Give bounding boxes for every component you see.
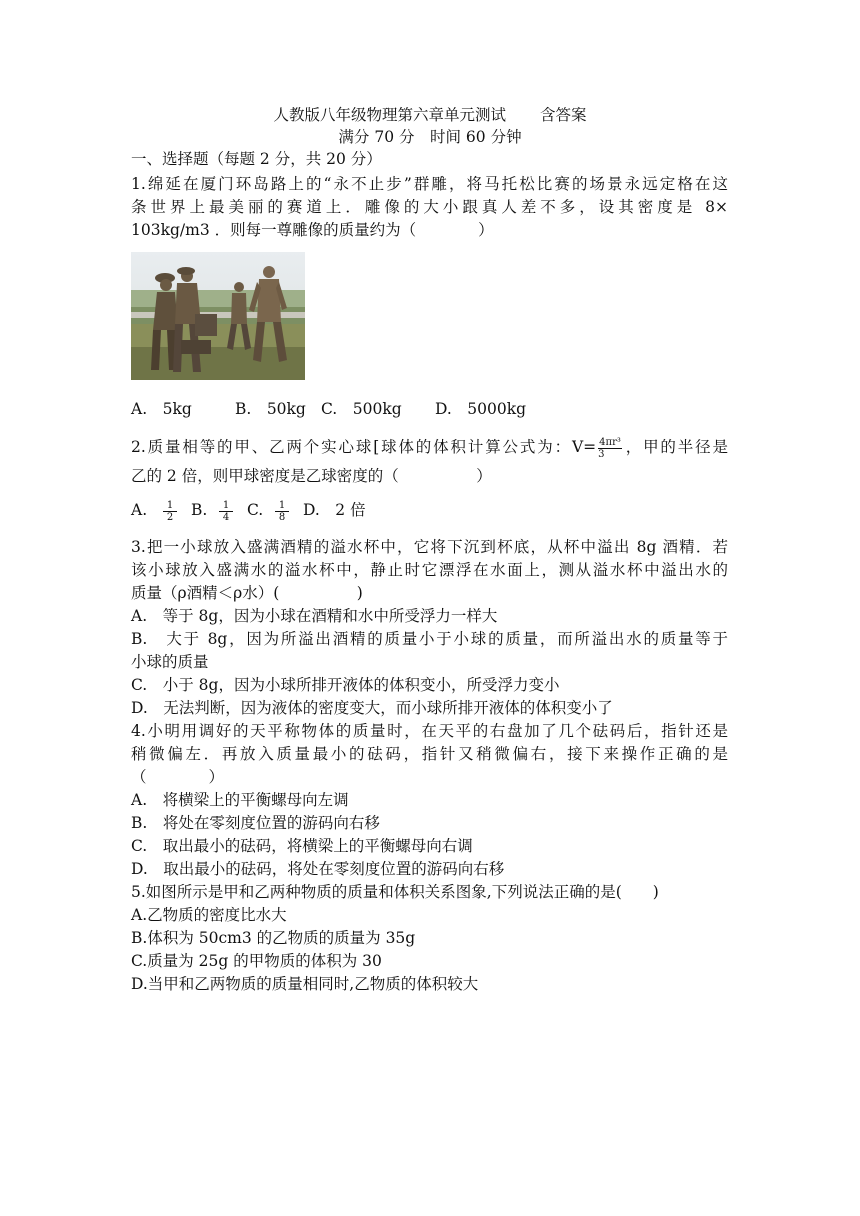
sculpture-photo bbox=[131, 252, 305, 380]
q2-line1: 2.质量相等的甲、乙两个实心球[球体的体积计算公式为：V= $\frac{\text{4πr³}}{3}$ ，甲的半径是 bbox=[131, 436, 728, 460]
q3-option-b[interactable]: B. 大于 8g，因为所溢出酒精的质量小于小球的质量，而所溢出水的质量等于 bbox=[131, 630, 728, 648]
q1-option-d[interactable]: D. 5000kg bbox=[435, 400, 527, 418]
q1-options bbox=[131, 398, 526, 420]
q4-option-b[interactable]: B. 将处在零刻度位置的游码向右移 bbox=[131, 814, 380, 832]
q5-option-b[interactable]: B.体积为 50cm3 的乙物质的质量为 35g bbox=[131, 929, 416, 947]
q4-option-d[interactable]: D. 取出最小的砝码，将处在零刻度位置的游码向右移 bbox=[131, 860, 505, 878]
q3-option-a[interactable]: A. 等于 8g，因为小球在酒精和水中所受浮力一样大 bbox=[131, 607, 498, 625]
q5-line1: 5.如图所示是甲和乙两种物质的质量和体积关系图象,下列说法正确的是( ) bbox=[131, 883, 659, 901]
q4-line1: 4.小明用调好的天平称物体的质量时，在天平的右盘加了几个砝码后，指针还是 bbox=[131, 722, 728, 740]
q1-option-b[interactable]: B. 50kg bbox=[235, 400, 306, 418]
q3-option-d[interactable]: D. 无法判断，因为液体的密度变大，而小球所排开液体的体积变小了 bbox=[131, 699, 613, 717]
q1-option-a[interactable]: A. 5kg bbox=[131, 400, 192, 418]
q2-option-a-fraction: $\frac{1}{2}$ bbox=[163, 500, 177, 523]
q3-option-b-cont: 小球的质量 bbox=[131, 653, 209, 671]
q2-line2: 乙的 2 倍，则甲球密度是乙球密度的（ ） bbox=[131, 467, 492, 485]
title-text: 人教版八年级物理第六章单元测试 bbox=[273, 106, 506, 124]
q2-option-b-label[interactable]: B. bbox=[191, 501, 208, 519]
q2-option-b-fraction: $\frac{1}{4}$ bbox=[219, 500, 233, 523]
q2-option-c-label[interactable]: C. bbox=[247, 501, 264, 519]
q4-option-a[interactable]: A. 将横梁上的平衡螺母向左调 bbox=[131, 791, 349, 809]
q4-option-c[interactable]: C. 取出最小的砝码，将横梁上的平衡螺母向右调 bbox=[131, 837, 473, 855]
q3-line3: 质量（ρ酒精＜ρ水）( ) bbox=[131, 584, 363, 602]
q2-option-c-fraction: $\frac{1}{8}$ bbox=[275, 500, 289, 523]
title-suffix: 含答案 bbox=[540, 106, 587, 124]
volume-formula: $\frac{\text{4πr³}}{3}$ bbox=[598, 436, 621, 460]
q3-line1: 3.把一小球放入盛满酒精的溢水杯中，它将下沉到杯底，从杯中溢出 8g 酒精．若 bbox=[131, 538, 728, 556]
q4-line2: 稍微偏左．再放入质量最小的砝码，指针又稍微偏右，接下来操作正确的是 bbox=[131, 745, 728, 763]
q3-option-c[interactable]: C. 小于 8g，因为小球所排开液体的体积变小，所受浮力变小 bbox=[131, 676, 560, 694]
q4-line3: （ ） bbox=[131, 768, 225, 786]
q1-line1: 1.绵延在厦门环岛路上的“永不止步”群雕，将马托松比赛的场景永远定格在这 bbox=[131, 175, 728, 193]
q3-line2: 该小球放入盛满水的溢水杯中，静止时它漂浮在水面上，测从溢水杯中溢出水的 bbox=[131, 561, 728, 579]
q5-option-d[interactable]: D.当甲和乙两物质的质量相同时,乙物质的体积较大 bbox=[131, 975, 479, 993]
q1-line2: 条世界上最美丽的赛道上．雕像的大小跟真人差不多，设其密度是 8× bbox=[131, 198, 728, 216]
q2-option-a-label[interactable]: A. bbox=[131, 501, 148, 519]
q2-options bbox=[131, 499, 366, 523]
exam-title bbox=[0, 104, 860, 126]
q1-line3: 103kg/m3 ．则每一尊雕像的质量约为（ ） bbox=[131, 221, 494, 239]
exam-subtitle: 满分 70 分 时间 60 分钟 bbox=[338, 128, 522, 146]
q5-option-c[interactable]: C.质量为 25g 的甲物质的体积为 30 bbox=[131, 952, 382, 970]
q5-option-a[interactable]: A.乙物质的密度比水大 bbox=[131, 906, 287, 924]
section-heading: 一、选择题（每题 2 分，共 20 分） bbox=[131, 150, 382, 168]
q2-option-d[interactable]: D. 2 倍 bbox=[303, 501, 366, 519]
q1-option-c[interactable]: C. 500kg bbox=[321, 400, 402, 418]
